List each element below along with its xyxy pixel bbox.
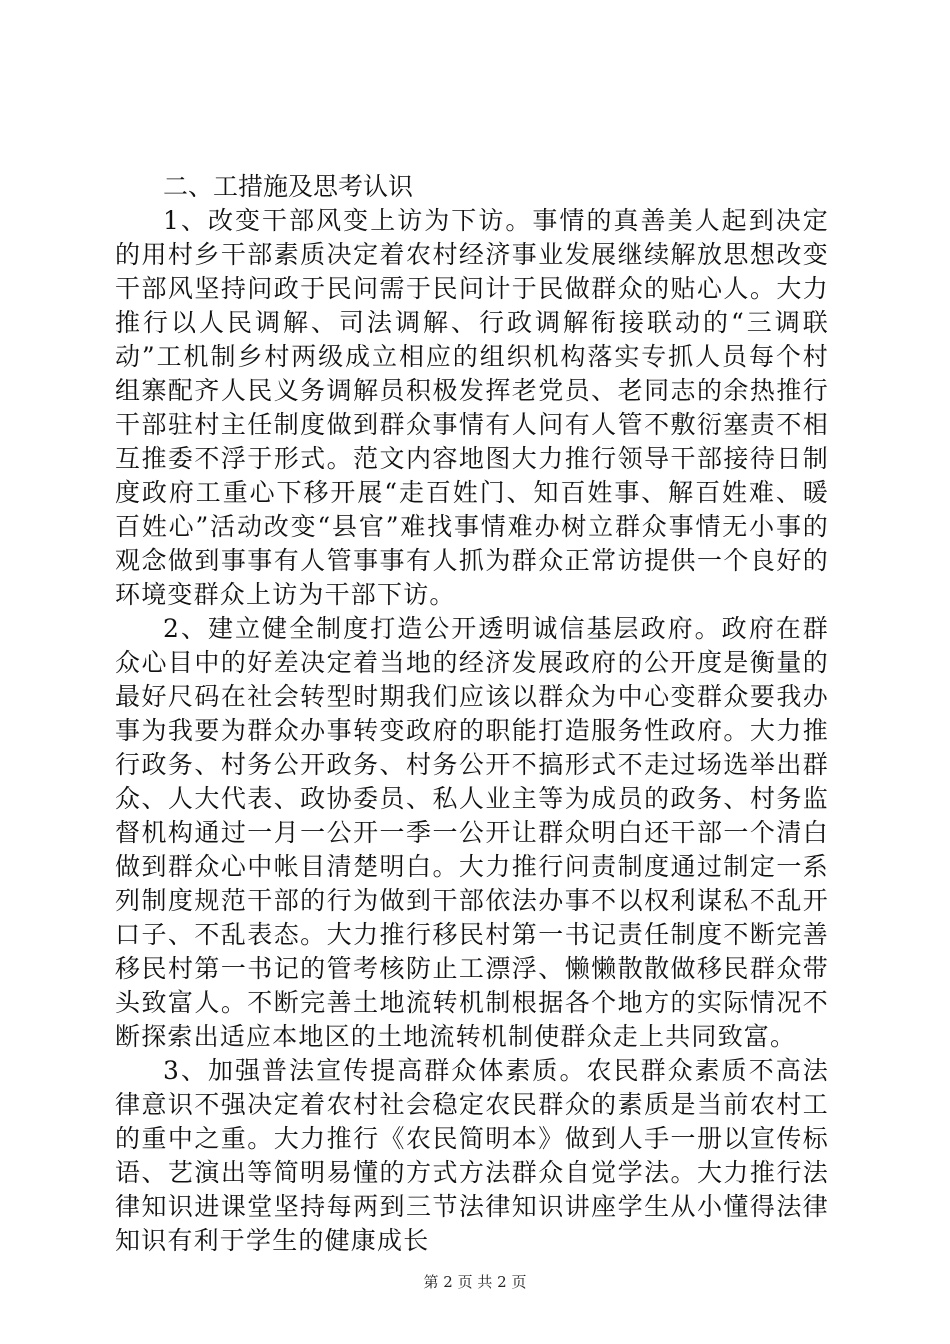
paragraph-2: 2、建立健全制度打造公开透明诚信基层政府。政府在群众心目中的好差决定着当地的经济发展政府的公开度是衡量的最好尺码在社会转型时期我们应该以群众为中心变群众要我办事为我要为群众办事转变政府的职能打造服务性政府。大力推行政务、村务公开政务、村务公开不搞形式不走过场选举出群众、人大代表、政协委员、私人业主等为成员的政务、村务监督机构通过一月一公开一季一公开让群众明白还干部一个清白做到群众心中帐目清楚明白。大力推行问责制度通过制定一系列制度规范干部的行为做到干部依法办事不以权利谋私不乱开口子、不乱表态。大力推行移民村第一书记责任制度不断完善移民村第一书记的管考核防止工漂浮、懒懒散散做移民群众带头致富人。不断完善土地流转机制根据各个地方的实际情况不断探索出适应本地区的土地流转机制使群众走上共同致富。 bbox=[115, 614, 829, 1051]
section-heading: 二、工措施及思考认识 bbox=[163, 172, 414, 201]
paragraph-3: 3、加强普法宣传提高群众体素质。农民群众素质不高法律意识不强决定着农村社会稳定农民群众的素质是当前农村工的重中之重。大力推行《农民简明本》做到人手一册以宣传标语、艺演出等简明易懂的方式方法群众自觉学法。大力推行法律知识进课堂坚持每两到三节法律知识讲座学生从小懂得法律知识有利于学生的健康成长 bbox=[115, 1056, 829, 1255]
document-body bbox=[115, 170, 829, 1258]
page-footer: 第 2 页 共 2 页 bbox=[423, 1273, 527, 1291]
paragraph-1: 1、改变干部风变上访为下访。事情的真善美人起到决定的用村乡干部素质决定着农村经济事业发展继续解放思想改变干部风坚持问政于民问需于民问计于民做群众的贴心人。大力推行以人民调解、司法调解、行政调解衔接联动的“三调联动”工机制乡村两级成立相应的组织机构落实专抓人员每个村组寨配齐人民义务调解员积极发挥老党员、老同志的余热推行干部驻村主任制度做到群众事情有人问有人管不敷衍塞责不相互推委不浮于形式。范文内容地图大力推行领导干部接待日制度政府工重心下移开展“走百姓门、知百姓事、解百姓难、暖百姓心”活动改变“县官”难找事情难办树立群众事情无小事的观念做到事事有人管事事有人抓为群众正常访提供一个良好的环境变群众上访为干部下访。 bbox=[115, 206, 829, 609]
